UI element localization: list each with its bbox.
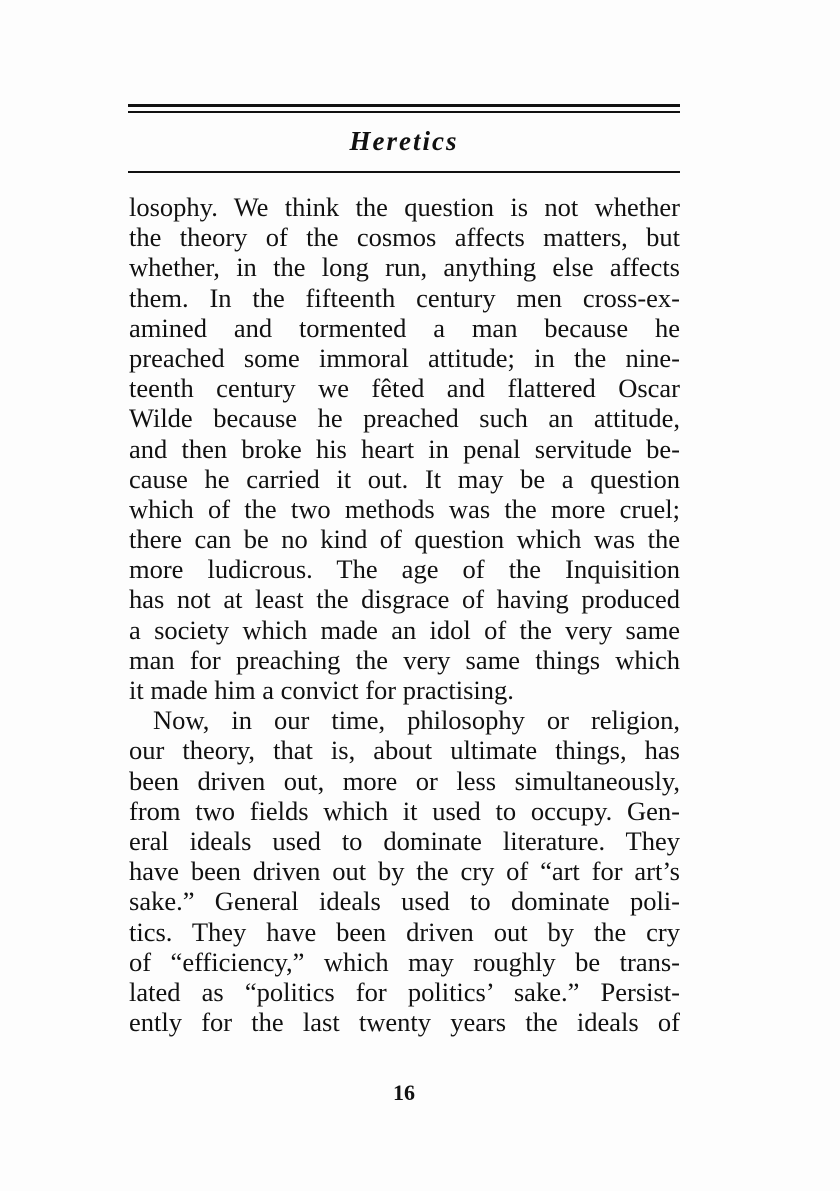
text-line: losophy. We think the question is not whether [129, 192, 680, 222]
text-line: whether, in the long run, anything else affects [129, 252, 680, 283]
text-line: been driven out, more or less simultaneously, [129, 765, 680, 796]
text-line: tics. They have been driven out by the cry [129, 916, 680, 947]
page-number: 16 [393, 1080, 415, 1105]
text-line: teenth century we fêted and flattered Oscar [129, 373, 680, 404]
text-line: Wilde because he preached such an attitude, [129, 403, 680, 434]
header-top-rule [128, 104, 680, 107]
paragraph-2 [129, 705, 680, 1037]
text-line: there can be no kind of question which was the [129, 524, 680, 555]
text-line: cause he carried it out. It may be a question [129, 463, 680, 494]
text-line: it made him a convict for practising. [129, 675, 514, 705]
text-line: the theory of the cosmos affects matters, but [129, 222, 680, 253]
paragraph-1 [129, 192, 680, 705]
text-line: have been driven out by the cry of “art for art’s [129, 856, 680, 887]
text-line: man for preaching the very same things which [129, 644, 680, 675]
header-top-rule-thin [128, 111, 680, 113]
text-line: preached some immoral attitude; in the nine- [129, 342, 680, 373]
text-line: of “efficiency,” which may roughly be trans- [129, 946, 680, 977]
text-line: more ludicrous. The age of the Inquisition [129, 554, 680, 585]
text-line: sake.” General ideals used to dominate poli- [129, 886, 680, 917]
text-line: our theory, that is, about ultimate things, has [129, 735, 680, 766]
text-line: has not at least the disgrace of having produced [129, 584, 680, 615]
text-line: ently for the last twenty years the ideals of [129, 1007, 680, 1038]
text-line: lated as “politics for politics’ sake.” Persist- [129, 976, 680, 1007]
text-line: a society which made an idol of the very same [129, 614, 680, 645]
text-line: which of the two methods was the more cruel; [129, 493, 680, 524]
text-line: and then broke his heart in penal servitude be- [129, 433, 680, 464]
text-line: Now, in our time, philosophy or religion, [153, 705, 680, 736]
text-line: from two fields which it used to occupy. Gen- [129, 795, 680, 826]
running-title: Heretics [349, 126, 459, 156]
text-line: eral ideals used to dominate literature. They [129, 825, 680, 856]
body-text [129, 192, 680, 1037]
header-bottom-rule [128, 171, 680, 173]
text-line: them. In the fifteenth century men cross-ex- [129, 282, 680, 313]
text-line: amined and tormented a man because he [129, 312, 680, 343]
